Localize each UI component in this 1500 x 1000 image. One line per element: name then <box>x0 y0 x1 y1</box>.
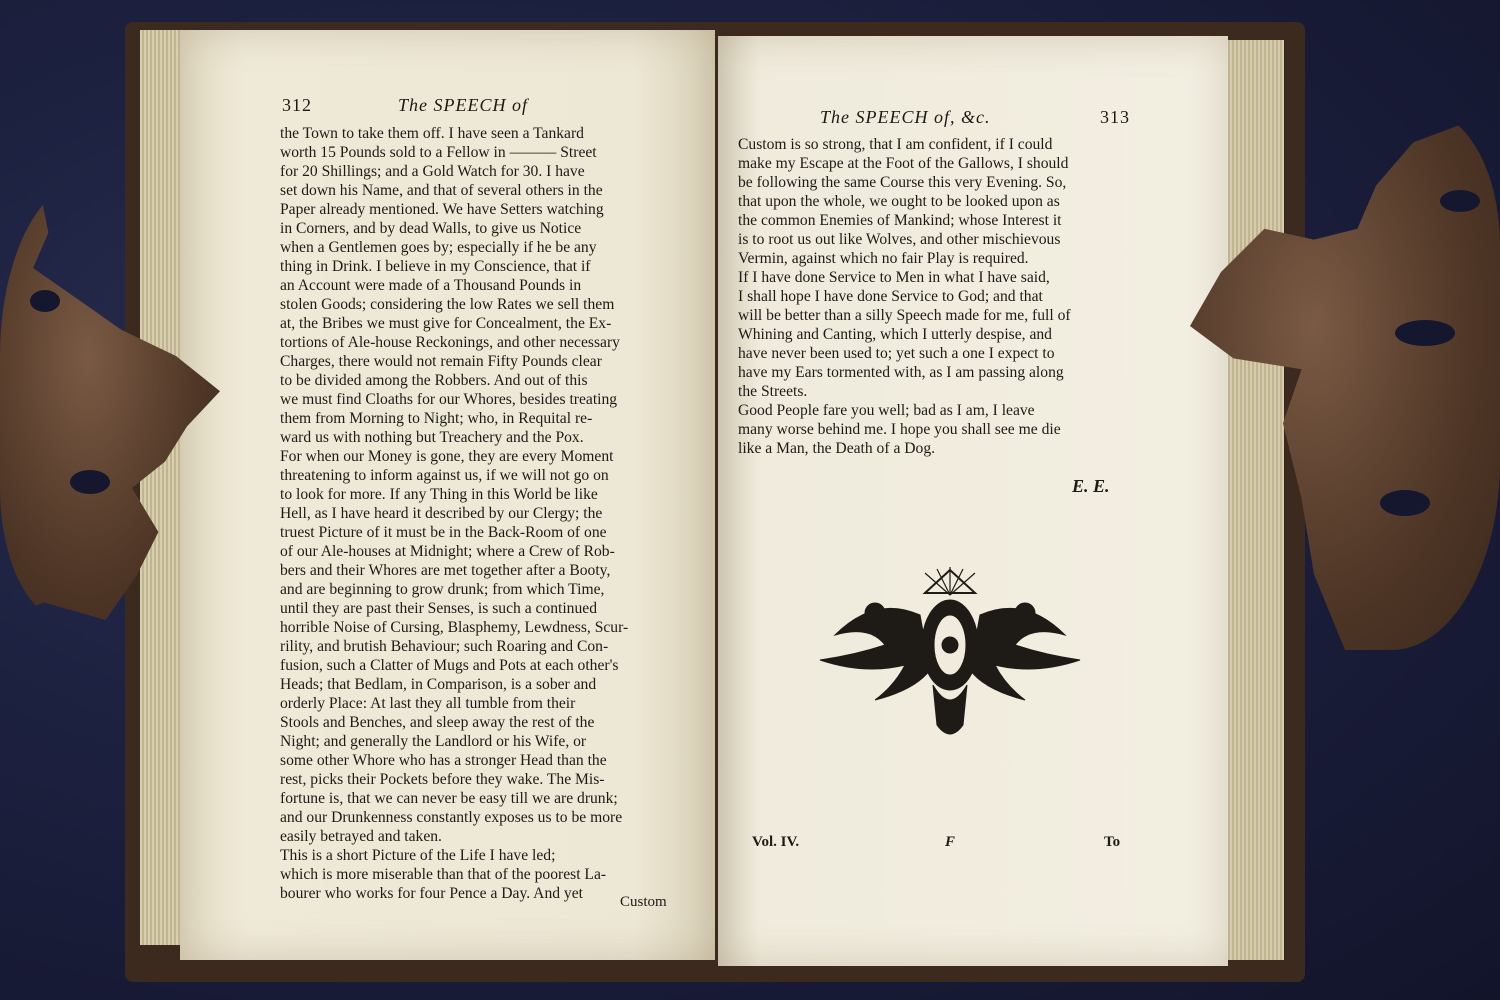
right-page-edges <box>1226 40 1284 960</box>
signature-initials: E. E. <box>1072 476 1110 496</box>
text-line: at, the Bribes we must give for Concealment, the Ex- <box>280 315 612 332</box>
text-line: Custom is so strong, that I am confident, if I could <box>738 136 1053 153</box>
text-line: Vermin, against which no fair Play is required. <box>738 250 1029 267</box>
text-line: fusion, such a Clatter of Mugs and Pots at each other's <box>280 657 619 674</box>
text-line: in Corners, and by dead Walls, to give us Notice <box>280 220 582 237</box>
text-line: the common Enemies of Mankind; whose Interest it <box>738 212 1062 229</box>
text-line: to look for more. If any Thing in this World be like <box>280 486 598 503</box>
left-page-body <box>280 124 680 903</box>
text-line: worth 15 Pounds sold to a Fellow in ——— Street <box>280 144 597 161</box>
text-line: stolen Goods; considering the low Rates we sell them <box>280 296 615 313</box>
text-line: truest Picture of it must be in the Back-Room of one <box>280 524 607 541</box>
text-line: when a Gentlemen goes by; especially if he be any <box>280 239 597 256</box>
text-line: easily betrayed and taken. <box>280 828 442 845</box>
right-page-body <box>738 135 1130 458</box>
left-running-head: The SPEECH of <box>398 95 528 115</box>
text-line: be following the same Course this very Evening. So, <box>738 174 1067 191</box>
right-clamp-hole <box>1440 190 1480 212</box>
text-line: some other Whore who has a stronger Head than the <box>280 752 607 769</box>
text-line: of our Ale-houses at Midnight; where a Crew of Rob- <box>280 543 615 560</box>
text-line: If I have done Service to Men in what I have said, <box>738 269 1050 286</box>
left-clamp-hole <box>70 470 110 494</box>
text-line: like a Man, the Death of a Dog. <box>738 440 936 457</box>
text-line: have never been used to; yet such a one I expect to <box>738 345 1055 362</box>
text-line: Hell, as I have heard it described by our Clergy; the <box>280 505 603 522</box>
text-line: and are beginning to grow drunk; from which Time, <box>280 581 605 598</box>
text-line: an Account were made of a Thousand Pounds in <box>280 277 582 294</box>
right-page-number: 313 <box>1100 107 1130 127</box>
text-line: Charges, there would not remain Fifty Pounds clear <box>280 353 602 370</box>
left-catchword: Custom <box>620 894 667 910</box>
text-line: rest, picks their Pockets before they wake. The Mis- <box>280 771 605 788</box>
text-line: make my Escape at the Foot of the Gallows, I should <box>738 155 1069 172</box>
text-line: fortune is, that we can never be easy till we are drunk; <box>280 790 618 807</box>
signature-mark: F <box>945 834 956 850</box>
text-line: that upon the whole, we ought to be looked upon as <box>738 193 1060 210</box>
text-line: many worse behind me. I hope you shall see me die <box>738 421 1061 438</box>
text-line: Paper already mentioned. We have Setters watching <box>280 201 604 218</box>
text-line: I shall hope I have done Service to God; and that <box>738 288 1043 305</box>
text-line: tortions of Ale-house Reckonings, and other necessary <box>280 334 620 351</box>
text-line: Whining and Canting, which I utterly despise, and <box>738 326 1052 343</box>
text-line: and our Drunkenness constantly exposes us to be more <box>280 809 623 826</box>
text-line: threatening to inform against us, if we will not go on <box>280 467 609 484</box>
text-line: them from Morning to Night; who, in Requital re- <box>280 410 593 427</box>
text-line: bers and their Whores are met together after a Booty, <box>280 562 611 579</box>
left-page-number: 312 <box>282 95 312 115</box>
text-line: This is a short Picture of the Life I have led; <box>280 847 556 864</box>
text-line: ward us with nothing but Treachery and the Pox. <box>280 429 584 446</box>
text-line: Night; and generally the Landlord or his Wife, or <box>280 733 587 750</box>
text-line: to be divided among the Robbers. And out of this <box>280 372 588 389</box>
text-line: For when our Money is gone, they are every Moment <box>280 448 614 465</box>
text-line: until they are past their Senses, is such a continued <box>280 600 597 617</box>
volume-signature-line: Vol. IV. <box>752 834 800 850</box>
text-line: will be better than a silly Speech made for me, full of <box>738 307 1071 324</box>
text-line: Heads; that Bedlam, in Comparison, is a sober and <box>280 676 597 693</box>
text-line: have my Ears tormented with, as I am passing along <box>738 364 1064 381</box>
right-catchword: To <box>1104 834 1121 850</box>
right-clamp-hole <box>1395 320 1455 346</box>
text-line: the Town to take them off. I have seen a Tankard <box>280 125 584 142</box>
text-line: rility, and brutish Behaviour; such Roaring and Con- <box>280 638 609 655</box>
text-line: we must find Cloaths for our Whores, besides treating <box>280 391 618 408</box>
text-line: horrible Noise of Cursing, Blasphemy, Lewdness, Scur- <box>280 619 629 636</box>
text-line: thing in Drink. I believe in my Conscience, that if <box>280 258 591 275</box>
text-line: orderly Place: At last they all tumble from their <box>280 695 576 712</box>
text-line: is to root us out like Wolves, and other mischievous <box>738 231 1061 248</box>
text-line: the Streets. <box>738 383 808 400</box>
text-line: set down his Name, and that of several others in the <box>280 182 603 199</box>
text-line: Stools and Benches, and sleep away the rest of the <box>280 714 595 731</box>
left-clamp-hole <box>30 290 60 312</box>
right-clamp-hole <box>1380 490 1430 516</box>
ornament-tailpiece-icon <box>815 565 1085 745</box>
text-line: bourer who works for four Pence a Day. And yet <box>280 885 583 902</box>
text-line: Good People fare you well; bad as I am, I leave <box>738 402 1035 419</box>
text-line: for 20 Shillings; and a Gold Watch for 30. I have <box>280 163 585 180</box>
text-line: which is more miserable than that of the poorest La- <box>280 866 607 883</box>
right-running-head: The SPEECH of, &c. <box>820 107 991 127</box>
